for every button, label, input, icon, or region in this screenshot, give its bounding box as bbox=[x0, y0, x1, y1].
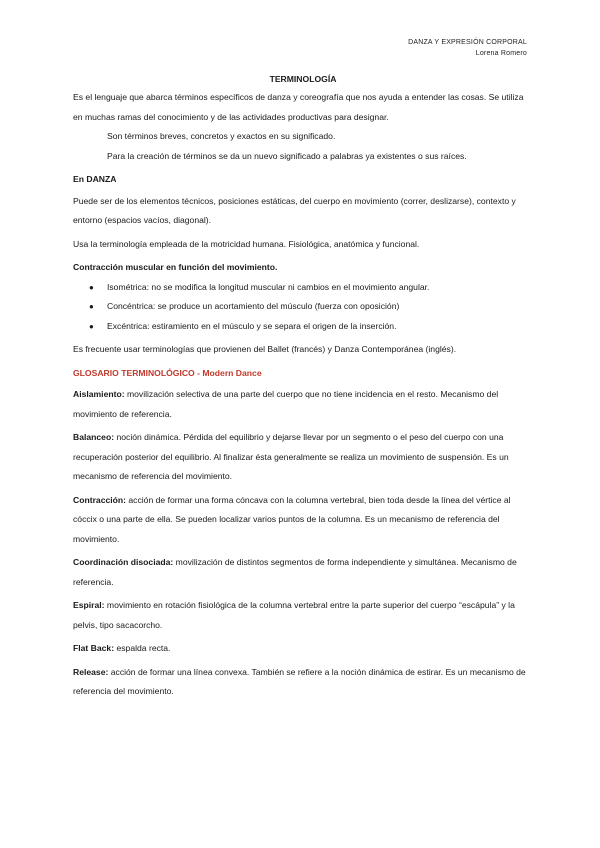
bullet-icon: ● bbox=[89, 302, 94, 311]
list-item-text: Excéntrica: estiramiento en el músculo y se separa el origen de la inserción. bbox=[107, 320, 397, 331]
glossary-entry bbox=[73, 428, 533, 487]
intro-paragraph: Es el lenguaje que abarca términos específicos de danza y coreografía que nos ayuda a entender las cosas. Se utiliza en muchas ramas del conocimiento y de las actividades productivas para designar. bbox=[73, 92, 524, 122]
glossary-definition: espalda recta. bbox=[114, 643, 171, 653]
glossary-term: Espiral: bbox=[73, 600, 105, 610]
danza-paragraph-2: Usa la terminología empleada de la motricidad humana. Fisiológica, anatómica y funcional. bbox=[73, 238, 420, 249]
glossary-entry bbox=[73, 639, 533, 659]
section-heading-glosario: GLOSARIO TERMINOLÓGICO - Modern Dance bbox=[73, 367, 262, 378]
glossary-entry bbox=[73, 663, 533, 702]
glossary-definition: movilización selectiva de una parte del cuerpo que no tiene incidencia en el resto. Mecanismo del movimiento de referencia. bbox=[73, 389, 499, 419]
glossary-term: Release: bbox=[73, 666, 109, 677]
bullet-icon: ● bbox=[89, 282, 94, 292]
glossary-entry bbox=[73, 596, 533, 635]
header-author: Lorena Romero bbox=[475, 50, 527, 57]
glossary-definition: movimiento en rotación fisiológica de la columna vertebral entre la parte superior del cuerpo “escápula” y la pelvis, tipo sacacorcho. bbox=[73, 600, 515, 630]
glossary-term: Flat Back: bbox=[73, 643, 115, 653]
section-heading-danza: En DANZA bbox=[73, 174, 117, 184]
glossary-definition: acción de formar una forma cóncava con la columna vertebral, bien toda desde la línea del vértice al cóccix o una parte de ella. Se pueden localizar varios puntos de la columna. Es un mecanismo de referencia del movimiento. bbox=[73, 494, 511, 544]
list-item-text: Concéntrica: se produce un acortamiento del músculo (fuerza con oposición) bbox=[107, 301, 400, 311]
header-course: DANZA Y EXPRESIÓN CORPORAL bbox=[408, 39, 527, 46]
page-header bbox=[408, 37, 527, 59]
section-heading-contraccion: Contracción muscular en función del movimiento. bbox=[73, 262, 278, 272]
glossary-entry bbox=[73, 553, 533, 592]
glossary-definition: movilización de distintos segmentos de forma independiente y simultánea. Mecanismo de referencia. bbox=[73, 557, 517, 587]
glossary-entry bbox=[73, 491, 533, 550]
glossary-entry bbox=[73, 385, 533, 424]
glossary-term: Balanceo: bbox=[73, 432, 115, 442]
contraccion-list bbox=[73, 278, 533, 337]
list-item bbox=[73, 317, 533, 337]
glossary-term: Contracción: bbox=[73, 494, 126, 505]
list-item bbox=[73, 278, 533, 298]
contraccion-footer: Es frecuente usar terminologías que provienen del Ballet (francés) y Danza Contemporánea (inglés). bbox=[73, 344, 457, 354]
glossary-definition: acción de formar una línea convexa. También se refiere a la noción dinámica de estirar. Es un mecanismo de referencia del movimiento. bbox=[73, 666, 526, 696]
document-body bbox=[73, 70, 533, 702]
list-item-text: Isométrica: no se modifica la longitud muscular ni cambios en el movimiento angular. bbox=[107, 281, 430, 292]
intro-line-3: Para la creación de términos se da un nuevo significado a palabras ya existentes o sus raíces. bbox=[107, 150, 467, 161]
danza-paragraph-1: Puede ser de los elementos técnicos, posiciones estáticas, del cuerpo en movimiento (correr, deslizarse), contexto y entorno (espacios vacíos, diagonal). bbox=[73, 195, 516, 225]
glossary-definition: noción dinámica. Pérdida del equilibrio y dejarse llevar por un segmento o el peso del cuerpo con una recuperación posterior del equilibrio. Al finalizar ésta generalmente se realiza un movimiento de suspensión. Es un mecanismo de referencia del movimiento. bbox=[73, 432, 509, 481]
document-title: TERMINOLOGÍA bbox=[269, 74, 337, 84]
glossary-term: Aislamiento: bbox=[73, 389, 125, 399]
intro-line-2: Son términos breves, concretos y exactos en su significado. bbox=[107, 131, 336, 141]
glossary-term: Coordinación disociada: bbox=[73, 557, 174, 567]
list-item bbox=[73, 297, 533, 317]
bullet-icon: ● bbox=[89, 321, 94, 331]
